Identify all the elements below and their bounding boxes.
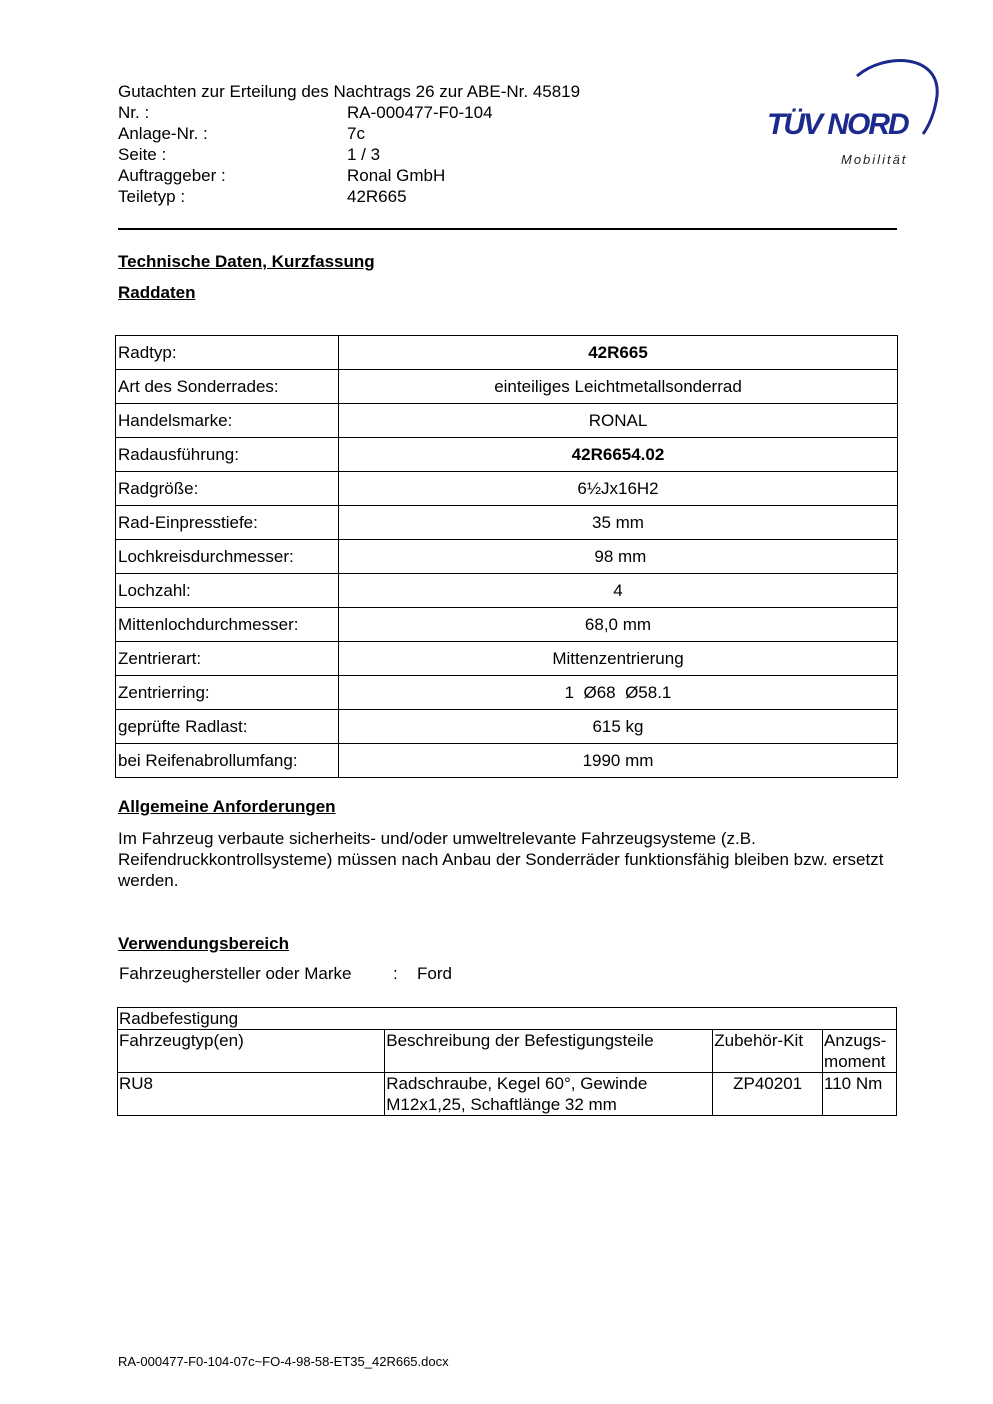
tuv-nord-logo (765, 56, 945, 176)
raddaten-label: Handelsmarke: (116, 404, 339, 438)
raddaten-label: bei Reifenabrollumfang: (116, 744, 339, 778)
heading-allgemeine-anforderungen: Allgemeine Anforderungen (118, 797, 336, 816)
header-key: Nr. : (118, 103, 150, 122)
table-row (116, 676, 898, 710)
header-value: 7c (347, 124, 365, 143)
header-row-anlage (118, 123, 580, 144)
table-cell: RU8 (118, 1073, 385, 1116)
header-value: 1 / 3 (347, 145, 381, 164)
heading-verwendungsbereich: Verwendungsbereich (118, 934, 289, 953)
table-row (116, 472, 898, 506)
footer-filename: RA-000477-F0-104-07c~FO-4-98-58-ET35_42R665.docx (118, 1354, 449, 1369)
raddaten-label: Radtyp: (116, 336, 339, 370)
header-row-teiletyp (118, 186, 580, 207)
table-row (116, 710, 898, 744)
raddaten-value: 68,0 mm (339, 608, 898, 642)
raddaten-value: 615 kg (339, 710, 898, 744)
logo-brand: TÜV NORD (767, 108, 908, 141)
table-header-row (118, 1030, 897, 1073)
header-title: Gutachten zur Erteilung des Nachtrags 26 zur ABE-Nr. 45819 (118, 82, 581, 101)
raddaten-value: 42R6654.02 (339, 438, 898, 472)
raddaten-value: 42R665 (339, 336, 898, 370)
table-cell: ZP40201 (713, 1073, 823, 1116)
table-row (118, 1073, 897, 1116)
header-key: Auftraggeber : (118, 166, 226, 185)
raddaten-label: Zentrierring: (116, 676, 339, 710)
table-cell: Radschraube, Kegel 60°, Gewinde M12x1,25, Schaftlänge 32 mm (385, 1073, 713, 1116)
logo-subtitle: Mobilität (841, 152, 908, 167)
radbefestigung-title: Radbefestigung (118, 1008, 897, 1030)
header-divider (118, 228, 897, 230)
header-row-auftraggeber (118, 165, 580, 186)
header-key: Seite : (118, 145, 167, 164)
table-row (116, 404, 898, 438)
column-header: Anzugs- moment (823, 1030, 897, 1073)
raddaten-label: Lochzahl: (116, 574, 339, 608)
table-row (116, 608, 898, 642)
raddaten-value: RONAL (339, 404, 898, 438)
allgemeine-anforderungen-text: Im Fahrzeug verbaute sicherheits- und/oder umweltrelevante Fahrzeugsysteme (z.B. Reifendruckkontrollsysteme) müssen nach Anbau der Sonderräder funktionsfähig bleiben bzw. ersetzt werden. (118, 829, 884, 890)
raddaten-value: 4 (339, 574, 898, 608)
raddaten-label: Art des Sonderrades: (116, 370, 339, 404)
hersteller-label: Fahrzeughersteller oder Marke (119, 964, 352, 983)
fahrzeughersteller-line (119, 964, 452, 984)
raddaten-value: Mittenzentrierung (339, 642, 898, 676)
raddaten-label: Rad-Einpresstiefe: (116, 506, 339, 540)
table-cell: 110 Nm (823, 1073, 897, 1116)
header-key: Teiletyp : (118, 187, 186, 206)
raddaten-label: Lochkreisdurchmesser: (116, 540, 339, 574)
table-row (116, 370, 898, 404)
header-value: RA-000477-F0-104 (347, 103, 493, 122)
raddaten-label: Radgröße: (116, 472, 339, 506)
hersteller-value: Ford (417, 964, 452, 983)
raddaten-label: Mittenlochdurchmesser: (116, 608, 339, 642)
raddaten-label: Zentrierart: (116, 642, 339, 676)
table-row (116, 642, 898, 676)
hersteller-separator: : (393, 964, 398, 983)
raddaten-value: 6½Jx16H2 (339, 472, 898, 506)
raddaten-value: 1990 mm (339, 744, 898, 778)
raddaten-table (115, 335, 898, 778)
table-row (116, 574, 898, 608)
table-row (116, 438, 898, 472)
table-row (116, 744, 898, 778)
column-header: Zubehör-Kit (713, 1030, 823, 1073)
table-row (116, 540, 898, 574)
header-value: Ronal GmbH (347, 166, 446, 185)
heading-raddaten: Raddaten (118, 283, 196, 302)
heading-technische-daten: Technische Daten, Kurzfassung (118, 252, 375, 271)
raddaten-value: 1 Ø68 Ø58.1 (339, 676, 898, 710)
header-value: 42R665 (347, 187, 407, 206)
table-row (118, 1008, 897, 1030)
raddaten-value: 35 mm (339, 506, 898, 540)
raddaten-value: 98 mm (339, 540, 898, 574)
header-row-nr (118, 102, 580, 123)
header-key: Anlage-Nr. : (118, 124, 208, 143)
header-row-seite (118, 144, 580, 165)
table-row (116, 506, 898, 540)
raddaten-value: einteiliges Leichtmetallsonderrad (339, 370, 898, 404)
column-header: Beschreibung der Befestigungsteile (385, 1030, 713, 1073)
document-header (118, 81, 580, 207)
column-header: Fahrzeugtyp(en) (118, 1030, 385, 1073)
radbefestigung-table (117, 1007, 897, 1116)
table-row (116, 336, 898, 370)
raddaten-label: Radausführung: (116, 438, 339, 472)
raddaten-label: geprüfte Radlast: (116, 710, 339, 744)
